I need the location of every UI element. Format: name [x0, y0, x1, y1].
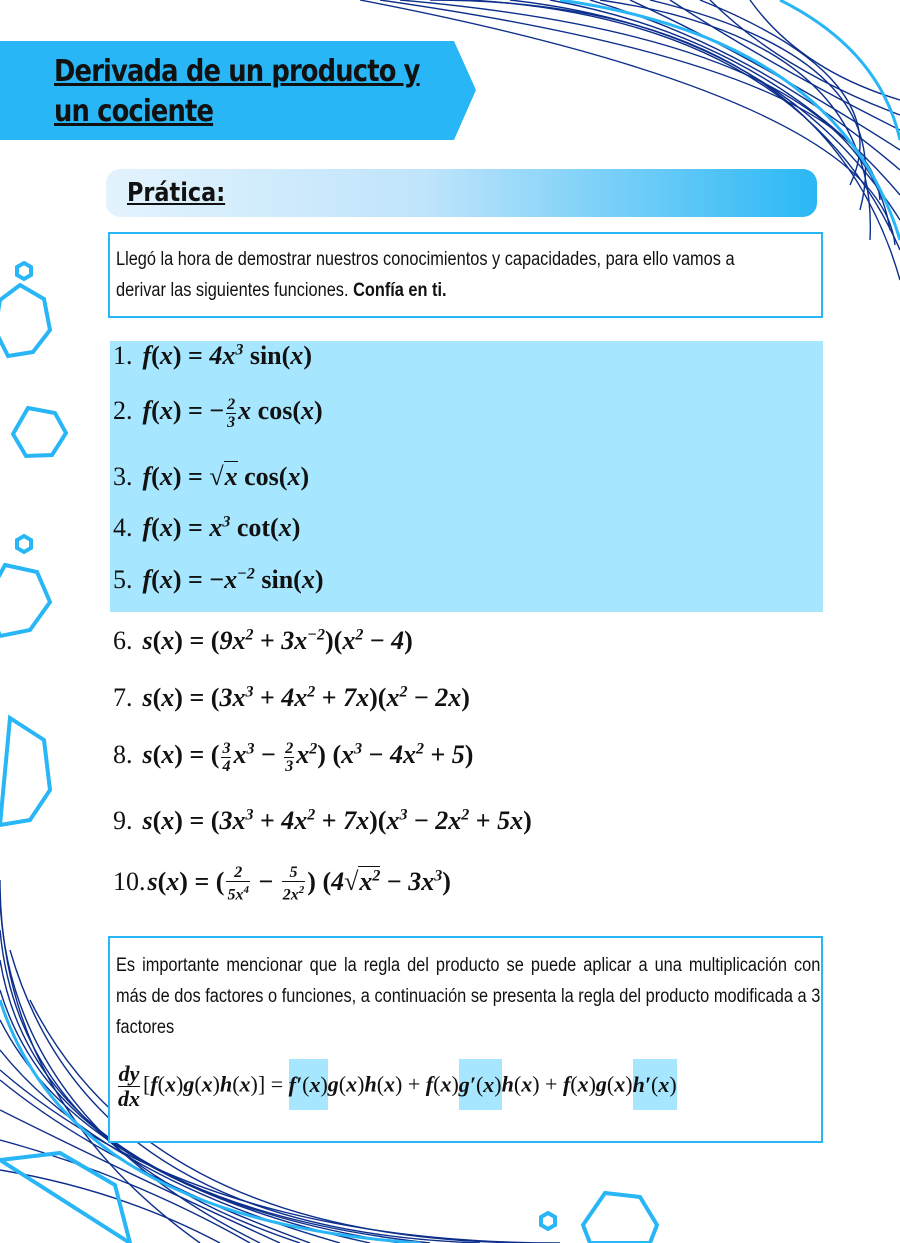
exercise-3: [113, 462, 309, 492]
exercise-8: [113, 740, 473, 775]
section-label: Prática:: [127, 178, 226, 208]
exercise-formula: $f(x) = x^3$ cot(x): [142, 513, 301, 542]
exercise-2: [113, 396, 323, 431]
exercise-formula: $s(x) = (9x^2 + 3x^{-2})(x^2 - 4)$: [142, 626, 413, 655]
exercise-formula: $s(x) = (3x^3 + 4x^2 + 7x)(x^2 - 2x)$: [142, 683, 470, 712]
product-rule-formula: $\frac{dy}{dx}$ [f(x)g(x)h(x)] = f′(x)g(x)h(x) + f(x)g′(x)h(x) + f(x)g(x)h′(x): [118, 1062, 677, 1111]
exercise-10: [113, 864, 451, 903]
page-title-line-2: un cociente: [54, 94, 214, 129]
exercise-7: [113, 683, 470, 713]
exercise-9: [113, 806, 532, 836]
exercise-6: [113, 626, 413, 656]
exercise-number: 6.: [113, 626, 133, 655]
exercise-number: 7.: [113, 683, 133, 712]
intro-text: [116, 244, 770, 306]
exercise-number: 4.: [113, 513, 133, 542]
exercise-5: [113, 565, 324, 595]
exercise-formula: f(x) = − $\frac{2}{3}$ x cos(x): [142, 396, 323, 431]
exercise-number: 5.: [113, 565, 133, 594]
intro-body: Llegó la hora de demostrar nuestros conocimientos y capacidades, para ello vamos a derivar las siguientes funciones.: [116, 249, 735, 301]
exercise-formula: $s(x) = (3x^3 + 4x^2 + 7x)(x^3 - 2x^2 + 5x)$: [142, 806, 532, 835]
product-rule-box: [108, 936, 823, 1143]
exercise-formula: s(x) = ( $\frac{2}{5x^4}$ − $\frac{5}{2x^2}$ ) $(4√x^2 - 3x^3)$: [147, 864, 451, 904]
exercise-number: 2.: [113, 396, 133, 426]
exercise-formula: s(x) = ( $\frac{3}{4}$ $x^3$ − $\frac{2}{3}$ $x^2$) $(x^3 - 4x^2 + 5)$: [142, 740, 474, 775]
derivative-operator: $\frac{dy}{dx}$: [118, 1061, 140, 1111]
intro-emphasis: Confía en ti.: [353, 280, 447, 301]
product-rule-text: Es importante mencionar que la regla del producto se puede aplicar a una multiplicación con más de dos factores o funciones, a continuación se presenta la regla del producto modificada a 3 factores: [116, 955, 821, 1038]
exercise-number: 3.: [113, 462, 133, 491]
page-title-line-1: Derivada de un producto y: [54, 54, 420, 89]
page-title: [54, 52, 420, 132]
intro-box: [108, 232, 823, 318]
exercise-number: 8.: [113, 740, 133, 770]
exercise-formula: f(x) = √x cos(x): [142, 462, 310, 491]
highlight-g-prime: g′(x): [459, 1059, 502, 1110]
exercise-formula: $f(x) = -x^{-2}$ sin(x): [142, 565, 324, 594]
exercise-formula: $f(x) = 4x^3$ sin(x): [142, 341, 312, 370]
exercise-4: [113, 513, 300, 543]
highlight-h-prime: h′(x): [633, 1059, 677, 1110]
exercise-number: 1.: [113, 341, 133, 370]
exercise-1: [113, 341, 312, 371]
exercise-number: 9.: [113, 806, 133, 835]
exercise-number: 10.: [113, 866, 146, 896]
highlight-f-prime: f′(x): [289, 1059, 328, 1110]
